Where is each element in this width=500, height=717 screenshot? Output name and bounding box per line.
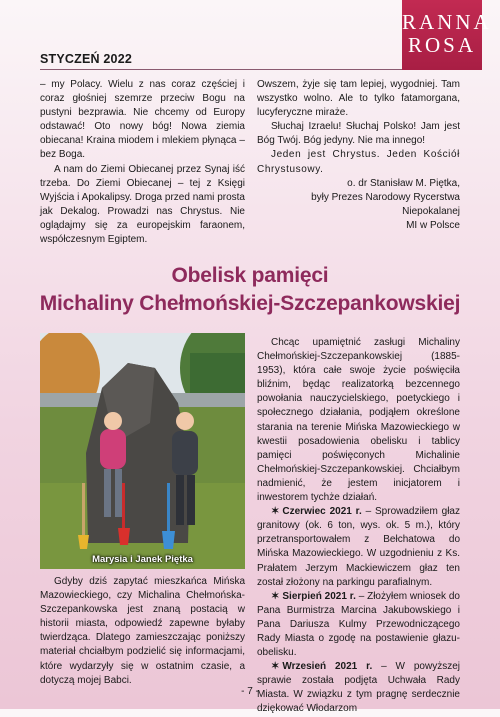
issue-date: STYCZEŃ 2022 bbox=[40, 52, 133, 66]
article-photo bbox=[40, 333, 245, 569]
star-bullet-icon: ✶ bbox=[271, 590, 280, 602]
signature-role: były Prezes Narodowy Rycerstwa Niepokalanej bbox=[311, 191, 460, 217]
magazine-logo bbox=[402, 0, 492, 70]
timeline-entry bbox=[257, 505, 460, 590]
timeline-entry bbox=[257, 590, 460, 660]
author-signature bbox=[257, 177, 460, 233]
star-bullet-icon: ✶ bbox=[271, 506, 280, 518]
article-column-right bbox=[257, 336, 460, 717]
paragraph: Jeden jest Chrystus. Jeden Kościół Chrystusowy. bbox=[257, 149, 460, 175]
title-line-1: Obelisk pamięci bbox=[171, 264, 329, 287]
previous-article-column-left bbox=[40, 78, 245, 247]
entry-date: Sierpień 2021 r. bbox=[282, 590, 356, 602]
star-bullet-icon: ✶ bbox=[271, 661, 280, 673]
photo-illustration bbox=[40, 333, 245, 569]
entry-text: – W powyższej sprawie została podjęta Uchwała Rady Miasta. W związku z tym pragnę serdecznie dziękować Włodarzom bbox=[257, 661, 460, 715]
entry-text: – Złożyłem wniosek do Pana Burmistrza Marcina Jakubowskiego i Pana Dariusza Kulmy Przewodniczącego Rady Miasta o zgodę na postawienie głazu-obelisku. bbox=[257, 590, 460, 659]
paragraph: Słuchaj Izraelu! Słuchaj Polsko! Jam jest Bóg Twój. Bóg jedyny. Nie ma innego! bbox=[257, 121, 460, 147]
page-number: - 7 - bbox=[241, 686, 259, 697]
entry-date: Czerwiec 2021 r. bbox=[282, 506, 362, 518]
title-line-2: Michaliny Chełmońskiej-Szczepankowskiej bbox=[39, 292, 461, 315]
logo-word-ranna: RANNA bbox=[402, 10, 492, 34]
logo-word-rosa: ROSA bbox=[407, 33, 477, 57]
paragraph: Owszem, żyje się tam lepiej, wygodniej. Tam wszystko wolno. Ale to tylko fatamorgana, lucyferyczne miraże. bbox=[257, 79, 460, 119]
signature-place: MI w Polsce bbox=[406, 219, 460, 231]
previous-article-column-right bbox=[257, 78, 460, 233]
paragraph: Gdyby dziś zapytać mieszkańca Mińska Mazowieckiego, czy Michalina Chełmońska-Szczepankowska jest znaną postacią w historii miasta, odpowiedź zapewne byłaby twierdząca. Dlatego zamieszczając poniższy materiał chciałbym podzielić się informacjami, które wydarzyły się w ostatnim czasie, a dotyczą mojej Babci. bbox=[40, 576, 245, 686]
entry-date: Wrzesień 2021 r. bbox=[282, 661, 373, 673]
photo-caption: Marysia i Janek Piętka bbox=[92, 554, 193, 565]
article-column-left bbox=[40, 575, 245, 688]
article-title bbox=[20, 262, 480, 318]
paragraph: Chcąc upamiętnić zasługi Michaliny Chełmońskiej-Szczepankowskiej (1885-1953), która całe swoje życie poświęciła bliźnim, będąc realizatorką bezcennego powołania nauczycielskiego, poetyckiego i społecznego działania, podjąłem określone starania na terenie Mińska Mazowieckiego w kwestii posadowienia obelisku i tablicy pamięci poświęconych Michalinie Chełmońskiej-Szczepankowskiej. Chciałbym nadmienić, że jestem inicjatorem i inwestorem tychże działań. bbox=[257, 337, 460, 504]
paragraph: A nam do Ziemi Obiecanej przez Synaj iść trzeba. Do Ziemi Obiecanej – tej z Księgi Wyjścia i Apokalipsy. Droga przed nami prosta jak Dekalog. Prowadzi nas Chrystus. Nie oglądajmy się za europejskim faraonem, współczesnym Egiptem. bbox=[40, 163, 245, 246]
entry-text: – Sprowadziłem głaz granitowy (ok. 6 ton, wys. ok. 5 m.), który przetransportowałem z Bełchatowa do Mińska Mazowieckiego. W uzgodnieniu z Ks. Prałatem Jerzym Mackiewiczem głaz ten został złożony na parkingu parafialnym. bbox=[257, 506, 460, 588]
paragraph: – my Polacy. Wielu z nas coraz częściej i coraz głośniej szemrze przeciw Bogu na pustyni bezprawia. Nie chcemy od Europy odstawać! Oto nowy bóg! Nowa ziemia obiecana! Kraina miodem i mlekiem płynąca – bez Boga. bbox=[40, 79, 245, 161]
signature-name: o. dr Stanisław M. Piętka, bbox=[347, 177, 460, 189]
